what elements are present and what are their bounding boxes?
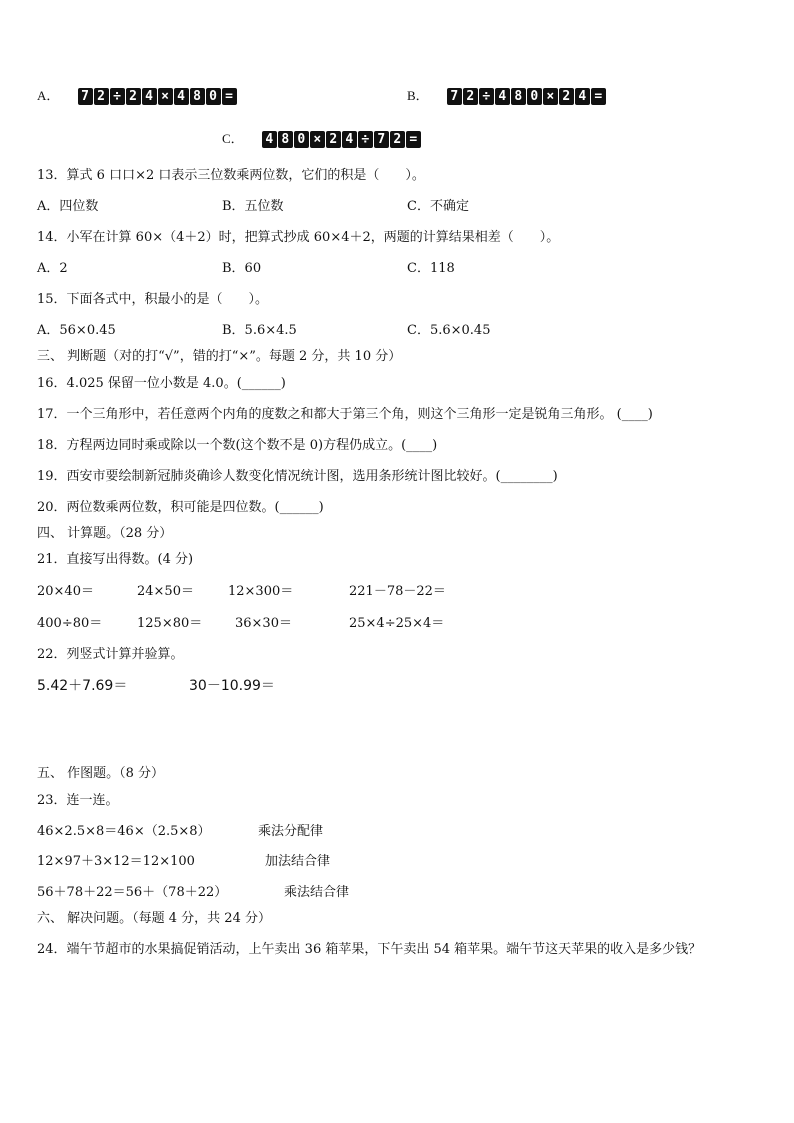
key: 0 xyxy=(527,88,542,105)
q14-question: 14．小军在计算 60×（4＋2）时，把算式抄成 60×4＋2，两题的计算结果相差（ ）。 xyxy=(37,230,560,245)
q14-option-a: A．2 xyxy=(37,261,68,276)
q22-title: 22．列竖式计算并验算。 xyxy=(37,647,184,662)
key: 4 xyxy=(142,88,157,105)
q14-option-b: B．60 xyxy=(222,261,262,276)
key: 2 xyxy=(559,88,574,105)
q23-right-item: 乘法分配律 xyxy=(258,824,324,839)
q24-question: 24．端午节超市的水果搞促销活动，上午卖出 36 箱苹果，下午卖出 54 箱苹果。端午节这天苹果的收入是多少钱？ xyxy=(37,942,702,957)
q23-left-item: 46×2.5×8＝46×（2.5×8） xyxy=(37,824,211,839)
q21-item: 221－78－22＝ xyxy=(349,584,446,599)
key: 4 xyxy=(575,88,590,105)
q21-item: 25×4÷25×4＝ xyxy=(349,616,445,631)
q23-title: 23．连一连。 xyxy=(37,793,119,808)
key: ÷ xyxy=(110,88,125,105)
key: = xyxy=(406,131,421,148)
q23-left-item: 56＋78＋22＝56＋（78＋22） xyxy=(37,885,228,900)
q19-statement: 19．西安市要绘制新冠肺炎确诊人数变化情况统计图，选用条形统计图比较好。(________) xyxy=(37,469,558,484)
q12-option-c: C． 4 8 0 × 2 4 ÷ 7 2 = xyxy=(222,131,421,148)
key: 4 xyxy=(495,88,510,105)
q15-option-c: C．5.6×0.45 xyxy=(407,323,491,338)
key: 8 xyxy=(511,88,526,105)
q16-statement: 16．4.025 保留一位小数是 4.0。(______) xyxy=(37,376,286,391)
key: 4 xyxy=(342,131,357,148)
key: 4 xyxy=(174,88,189,105)
q15-question: 15．下面各式中，积最小的是（ ）。 xyxy=(37,292,269,307)
q23-left-item: 12×97＋3×12＝12×100 xyxy=(37,854,195,869)
key: 2 xyxy=(126,88,141,105)
q13-option-b: B．五位数 xyxy=(222,199,284,214)
key: × xyxy=(310,131,325,148)
q15-option-a: A．56×0.45 xyxy=(37,323,116,338)
q21-item: 24×50＝ xyxy=(137,584,194,599)
key: 2 xyxy=(390,131,405,148)
q13-option-a: A．四位数 xyxy=(37,199,99,214)
section-5-heading: 五、 作图题。（8 分） xyxy=(37,766,165,781)
q13-option-c: C．不确定 xyxy=(407,199,469,214)
key: 7 xyxy=(374,131,389,148)
key: × xyxy=(543,88,558,105)
key: 8 xyxy=(278,131,293,148)
q15-option-b: B．5.6×4.5 xyxy=(222,323,297,338)
q21-item: 20×40＝ xyxy=(37,584,94,599)
q18-statement: 18．方程两边同时乘或除以一个数(这个数不是 0)方程仍成立。(____) xyxy=(37,438,438,453)
q21-item: 36×30＝ xyxy=(235,616,292,631)
key: = xyxy=(591,88,606,105)
key: ÷ xyxy=(479,88,494,105)
key: 2 xyxy=(463,88,478,105)
key: 7 xyxy=(78,88,93,105)
key: 4 xyxy=(262,131,277,148)
key: × xyxy=(158,88,173,105)
section-6-heading: 六、 解决问题。（每题 4 分，共 24 分） xyxy=(37,911,271,926)
keypad-sequence-a xyxy=(78,88,237,105)
q23-right-item: 加法结合律 xyxy=(265,854,331,869)
keypad-sequence-b xyxy=(447,88,606,105)
q12-option-a: A． 7 2 ÷ 2 4 × 4 8 0 = xyxy=(37,88,237,105)
key: 0 xyxy=(294,131,309,148)
q22-item: 30－10.99＝ xyxy=(189,678,275,694)
key: 8 xyxy=(190,88,205,105)
q17-statement: 17．一个三角形中，若任意两个内角的度数之和都大于第三个角，则这个三角形一定是锐角三角形。 (____) xyxy=(37,407,653,422)
key: 2 xyxy=(94,88,109,105)
q13-question: 13．算式 6 口口×2 口表示三位数乘两位数，它们的积是（ ）。 xyxy=(37,168,425,183)
section-3-heading: 三、 判断题（对的打“√”，错的打“×”。每题 2 分，共 10 分） xyxy=(37,349,402,364)
key: 0 xyxy=(206,88,221,105)
key: 2 xyxy=(326,131,341,148)
q21-item: 400÷80＝ xyxy=(37,616,103,631)
q14-option-c: C．118 xyxy=(407,261,455,276)
q22-item: 5.42＋7.69＝ xyxy=(37,678,128,694)
q21-title: 21．直接写出得数。(4 分) xyxy=(37,552,194,567)
q20-statement: 20．两位数乘两位数，积可能是四位数。(______) xyxy=(37,500,324,515)
key: = xyxy=(222,88,237,105)
section-4-heading: 四、 计算题。（28 分） xyxy=(37,526,173,541)
q21-item: 125×80＝ xyxy=(137,616,203,631)
keypad-sequence-c xyxy=(262,131,421,148)
key: ÷ xyxy=(358,131,373,148)
key: 7 xyxy=(447,88,462,105)
q12-option-b: B． 7 2 ÷ 4 8 0 × 2 4 = xyxy=(407,88,606,105)
q21-item: 12×300＝ xyxy=(228,584,294,599)
q23-right-item: 乘法结合律 xyxy=(284,885,350,900)
